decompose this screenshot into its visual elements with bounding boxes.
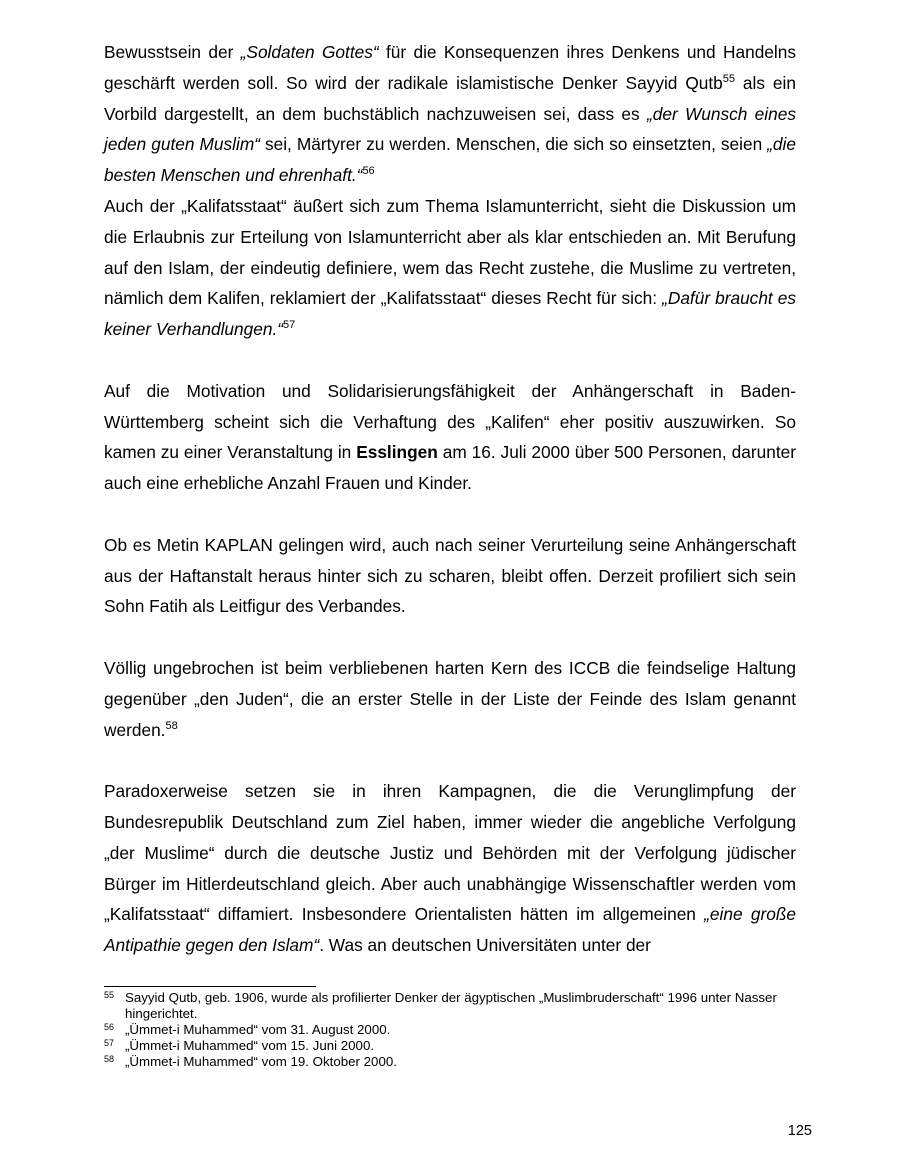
text-run: Ob es Metin KAPLAN gelingen wird, auch nach seiner Verurteilung seine Anhängerschaft aus der Haftanstalt heraus hinter sich zu scharen, bleibt offen. Derzeit profiliert sich sein Sohn Fatih als Leitfigur des Verbandes.: [104, 534, 796, 617]
page-body: [104, 37, 796, 961]
footnote-number: 58: [104, 1054, 115, 1064]
footnote-57: [104, 1038, 796, 1054]
paragraph-gap: [104, 345, 796, 376]
footnotes: [104, 990, 796, 1070]
text-run: am 16. Juli 2000 über 500 Personen, darunter auch eine erhebliche Anzahl Frauen und Kinder.: [104, 442, 796, 494]
footnote-text: „Ümmet-i Muhammed“ vom 19. Oktober 2000.: [125, 1054, 397, 1069]
footnote-text: Sayyid Qutb, geb. 1906, wurde als profilierter Denker der ägyptischen „Muslimbruderschaft“ 1996 unter Nasser hingerichtet.: [125, 990, 777, 1021]
footnote-text: „Ümmet-i Muhammed“ vom 15. Juni 2000.: [125, 1038, 375, 1053]
footnote-ref-55[interactable]: 55: [722, 72, 736, 85]
footnote-58: [104, 1054, 796, 1070]
paragraph-4: [104, 530, 796, 622]
paragraph-3: [104, 376, 796, 499]
text-run: . Was an deutschen Universitäten unter der: [319, 935, 651, 956]
footnote-number: 57: [104, 1038, 115, 1048]
quote-besten-menschen: „die besten Menschen und ehrenhaft.“: [104, 134, 796, 186]
footnote-ref-56[interactable]: 56: [362, 165, 375, 178]
place-esslingen: Esslingen: [356, 442, 438, 463]
footnote-56: [104, 1022, 796, 1038]
footnote-separator: [104, 986, 316, 987]
text-run: Völlig ungebrochen ist beim verbliebenen harten Kern des ICCB die feindselige Haltung gegenüber „den Juden“, die an erster Stelle in der Liste der Feinde des Islam genannt werden.: [104, 657, 796, 740]
text-run: Auf die Motivation und Solidarisierungsfähigkeit der Anhängerschaft in Baden-Württemberg scheint sich die Verhaftung des „Kalifen“ eher positiv auszuwirken. So kamen zu einer Veranstaltung in: [104, 380, 796, 463]
page-number: 125: [787, 1123, 812, 1139]
footnote-text: „Ümmet-i Muhammed“ vom 31. August 2000.: [125, 1022, 391, 1037]
quote-soldaten-gottes: „Soldaten Gottes“: [240, 42, 379, 62]
quote-verhandlungen: „Dafür braucht es keiner Verhandlungen.“: [104, 288, 796, 340]
paragraph-1: [104, 37, 796, 191]
text-run: Paradoxerweise setzen sie in ihren Kampagnen, die die Verunglimpfung der Bundesrepublik Deutschland zum Ziel haben, immer wieder die angebliche Verfolgung „der Muslime“ durch die deutsche Justiz und Behörden mit der Verfolgung jüdischer Bürger im Hitlerdeutschland gleich. Aber auch unabhängige Wissenschaftler werden vom „Kalifatsstaat“ diffamiert. Insbesondere Orientalisten hätten im allgemeinen: [104, 781, 796, 925]
paragraph-2: [104, 191, 796, 345]
text-run: sei, Märtyrer zu werden. Menschen, die sich so einsetzten, seien: [259, 134, 768, 155]
paragraph-gap: [104, 622, 796, 653]
paragraph-5: [104, 653, 796, 745]
text-run: Auch der „Kalifatsstaat“ äußert sich zum Thema Islamunterricht, sieht die Diskussion um die Erlaubnis zur Erteilung von Islamunterricht aber als klar entschieden an. Mit Berufung auf den Islam, der eindeutig definiere, wem das Recht zustehe, die Muslime zu vertreten, nämlich dem Kalifen, reklamiert der „Kalifatsstaat“ dieses Recht für sich:: [104, 195, 796, 309]
text-run: als ein Vorbild dargestellt, an dem buchstäblich nachzuweisen sei, dass es: [104, 72, 796, 124]
quote-antipathie: „eine große Antipathie gegen den Islam“: [104, 904, 796, 956]
footnote-number: 55: [104, 990, 115, 1000]
footnote-55: [104, 990, 796, 1022]
footnote-number: 56: [104, 1022, 115, 1032]
text-run: Bewusstsein der: [104, 42, 241, 62]
quote-wunsch: „der Wunsch eines jeden guten Muslim“: [104, 103, 796, 155]
footnote-ref-58[interactable]: 58: [165, 719, 178, 732]
paragraph-gap: [104, 745, 796, 776]
paragraph-6: [104, 776, 796, 961]
footnote-ref-57[interactable]: 57: [283, 319, 296, 332]
paragraph-gap: [104, 499, 796, 530]
text-run: für die Konsequenzen ihres Denkens und Handelns geschärft werden soll. So wird der radikale islamistische Denker Sayyid Qutb: [104, 42, 797, 93]
